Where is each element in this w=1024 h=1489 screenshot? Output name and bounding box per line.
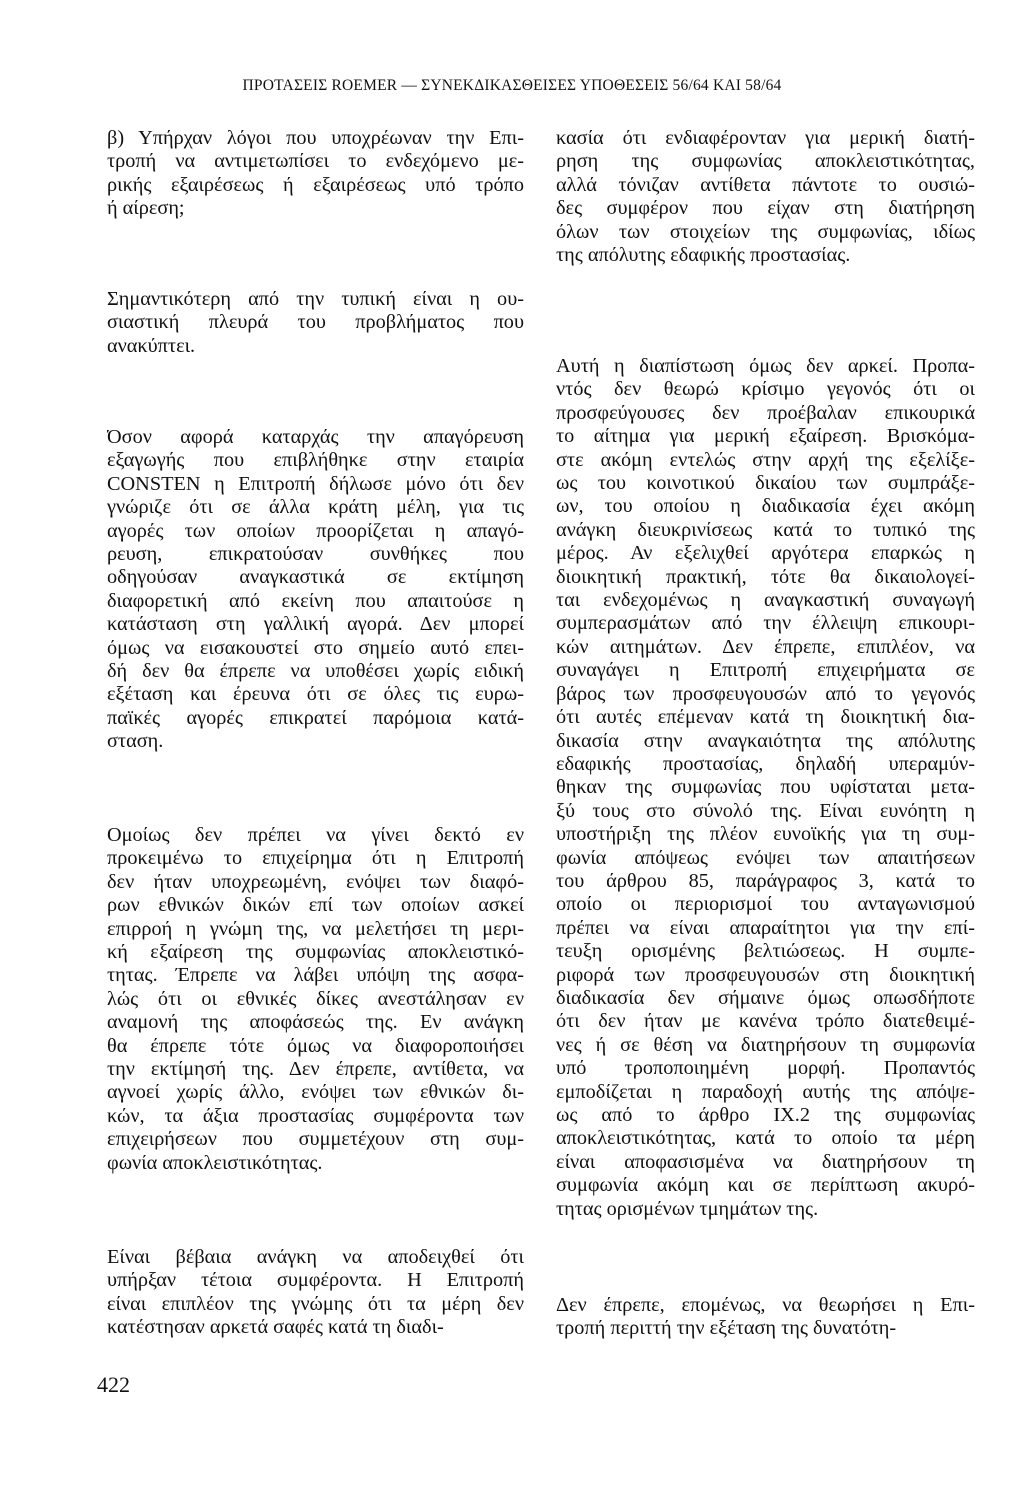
- text-line: στε ακόμη εντελώς στην αρχή της εξελίξε-: [556, 448, 975, 471]
- text-line: θηκαν της συμφωνίας που υφίσταται μετα-: [556, 776, 975, 799]
- left-paragraph-substantive-aspect: [107, 288, 524, 358]
- text-line: συμφωνία ακόμη και σε περίπτωση ακυρό-: [556, 1174, 975, 1197]
- text-line: επιχειρήσεων που συμμετέχουν στη συμ-: [107, 1128, 524, 1151]
- text-line: Όσον αφορά καταρχάς την απαγόρευση: [107, 426, 524, 448]
- text-line: ότι δεν ήταν με κανένα τρόπο διατεθειμέ-: [556, 1010, 975, 1033]
- left-paragraph-national-proceedings: [107, 824, 524, 1175]
- text-line: θα έπρεπε τότε όμως να διαφοροποιήσει: [107, 1034, 524, 1057]
- text-line: οδηγούσαν αναγκαστικά σε εκτίμηση: [107, 566, 524, 589]
- text-line: β) Υπήρχαν λόγοι που υποχρέωναν την Επι-: [107, 127, 524, 149]
- text-line: ως από το άρθρο IX.2 της συμφωνίας: [556, 1104, 975, 1126]
- text-line: αγορές των οποίων προορίζεται η απαγό-: [107, 519, 524, 542]
- right-paragraph-finding-insufficient: [556, 355, 975, 1221]
- text-line: διαφορετική από εκείνη που απαιτούσε η: [107, 589, 524, 612]
- text-line: διαδικασία δεν σήμαινε όμως οπωσδήποτε: [556, 986, 975, 1009]
- text-line: δή δεν θα έπρεπε να υποθέσει χωρίς ειδική: [107, 660, 524, 683]
- text-line: ντός δεν θεωρώ κρίσιμο γεγονός ότι οι: [556, 378, 975, 401]
- text-line: αγνοεί χωρίς άλλο, ενόψει των εθνικών δι-: [107, 1081, 524, 1104]
- left-paragraph-question-b: [107, 127, 524, 221]
- text-line: τητας. Έπρεπε να λάβει υπόψη της ασφα-: [107, 964, 524, 987]
- text-line: την εκτίμησή της. Δεν έπρεπε, αντίθετα, να: [107, 1058, 524, 1081]
- text-line: γνώριζε ότι σε άλλα κράτη μέλη, για τις: [107, 496, 524, 519]
- text-line: τευξη ορισμένης βελτιώσεως. Η συμπε-: [556, 940, 975, 963]
- text-line: ριφορά των προσφευγουσών στη διοικητική: [556, 963, 975, 986]
- text-line: τητας ορισμένων τμημάτων της.: [556, 1197, 819, 1220]
- text-line: είναι επιπλέον της γνώμης ότι τα μέρη δεν: [107, 1292, 524, 1315]
- text-line: συναγάγει η Επιτροπή επιχειρήματα σε: [556, 659, 975, 682]
- text-line: σιαστική πλευρά του προβλήματος που: [107, 311, 524, 334]
- page-number: 422: [97, 1372, 130, 1397]
- text-line: ρευση, επικρατούσαν συνθήκες που: [107, 543, 524, 566]
- text-line: προκειμένω το επιχείρημα ότι η Επιτροπή: [107, 847, 524, 870]
- left-paragraph-export-ban: [107, 426, 524, 754]
- text-line: διοικητική πρακτική, τότε θα δικαιολογεί-: [556, 565, 975, 588]
- text-line: οποίο οι περιορισμοί του ανταγωνισμού: [556, 893, 975, 916]
- text-line: ρων εθνικών δικών επί των οποίων ασκεί: [107, 894, 524, 917]
- text-line: μέρος. Αν εξελιχθεί αργότερα επαρκώς η: [556, 542, 975, 565]
- text-line: ται ενδεχομένως η αναγκαστική συναγωγή: [556, 589, 975, 612]
- text-line: ρικής εξαιρέσεως ή εξαιρέσεως υπό τρόπο: [107, 173, 524, 196]
- text-line: κών, τα άξια προστασίας συμφέροντα των: [107, 1104, 524, 1127]
- text-line: τροπή να αντιμετωπίσει το ενδεχόμενο με-: [107, 150, 524, 173]
- text-line: κή εξαίρεση της συμφωνίας αποκλειστικό-: [107, 941, 524, 964]
- text-line: αναμονή της αποφάσεώς της. Εν ανάγκη: [107, 1011, 524, 1034]
- text-line: τροπή περιττή την εξέταση της δυνατότη-: [556, 1317, 897, 1340]
- text-line: φωνία απόψεως ενόψει των απαιτήσεων: [556, 846, 975, 869]
- text-line: κασία ότι ενδιαφέρονταν για μερική διατή-: [556, 127, 975, 149]
- text-line: ων, του οποίου η διαδικασία έχει ακόμη: [556, 495, 975, 518]
- text-line: δεν ήταν υποχρεωμένη, ενόψει των διαφό-: [107, 870, 524, 893]
- text-line: δικασία στην αναγκαιότητα της απόλυτης: [556, 729, 975, 752]
- text-line: είναι αποφασισμένα να διατηρήσουν τη: [556, 1150, 975, 1173]
- text-line: ξύ τους στο σύνολό της. Είναι ευνόητη η: [556, 799, 975, 822]
- text-line: Σημαντικότερη από την τυπική είναι η ου-: [107, 288, 524, 310]
- text-line: λώς ότι οι εθνικές δίκες ανεστάλησαν εν: [107, 987, 524, 1010]
- text-line: κατέστησαν αρκετά σαφές κατά τη διαδι-: [107, 1316, 444, 1339]
- text-line: εμποδίζεται η παραδοχή αυτής της απόψε-: [556, 1080, 975, 1103]
- text-line: σταση.: [107, 730, 164, 753]
- text-line: ρηση της συμφωνίας αποκλειστικότητας,: [556, 150, 975, 173]
- text-line: βάρος των προσφευγουσών από το γεγονός: [556, 682, 975, 705]
- text-line: όμως να εισακουστεί στο σημείο αυτό επει-: [107, 636, 524, 659]
- text-line: εξέταση και έρευνα ότι σε όλες τις ευρω-: [107, 683, 524, 706]
- text-line: Δεν έπρεπε, επομένως, να θεωρήσει η Επι-: [556, 1294, 975, 1316]
- text-line: δες συμφέρον που είχαν στη διατήρηση: [556, 197, 975, 220]
- text-line: κατάσταση στη γαλλική αγορά. Δεν μπορεί: [107, 613, 524, 636]
- text-line: ανακύπτει.: [107, 334, 196, 357]
- text-line: πρέπει να είναι απαραίτητοι για την επί-: [556, 916, 975, 939]
- text-line: νες ή σε θέση να διατηρήσουν τη συμφωνία: [556, 1033, 975, 1056]
- text-line: ως του κοινοτικού δικαίου των συμπράξε-: [556, 472, 975, 495]
- text-line: εδαφικής προστασίας, δηλαδή υπεραμύν-: [556, 752, 975, 775]
- text-line: αποκλειστικότητας, κατά το οποίο τα μέρη: [556, 1127, 975, 1150]
- text-line: υπό τροποποιημένη μορφή. Προπαντός: [556, 1057, 975, 1080]
- text-line: επιρροή η γνώμη της, να μελετήσει τη μερι-: [107, 917, 524, 940]
- text-line: εξαγωγής που επιβλήθηκε στην εταιρία: [107, 449, 524, 472]
- text-line: κών αιτημάτων. Δεν έπρεπε, επιπλέον, να: [556, 635, 975, 658]
- right-paragraph-conclusion: [556, 1294, 975, 1341]
- text-line: CONSTEN η Επιτροπή δήλωσε μόνο ότι δεν: [107, 472, 524, 495]
- text-line: το αίτημα για μερική εξαίρεση. Βρισκόμα-: [556, 425, 975, 448]
- text-line: αλλά τόνιζαν αντίθετα πάντοτε το ουσιώ-: [556, 173, 975, 196]
- text-line: υποστήριξη της πλέον ευνοϊκής για τη συμ-: [556, 823, 975, 846]
- text-line: προσφεύγουσες δεν προέβαλαν επικουρικά: [556, 401, 975, 424]
- text-line: υπήρξαν τέτοια συμφέροντα. Η Επιτροπή: [107, 1269, 524, 1292]
- text-line: ανάγκη διευκρινίσεως κατά το τυπικό της: [556, 518, 975, 541]
- text-line: ή αίρεση;: [107, 197, 185, 220]
- right-paragraph-continuation: [556, 127, 975, 267]
- text-line: του άρθρου 85, παράγραφος 3, κατά το: [556, 869, 975, 892]
- text-line: Αυτή η διαπίστωση όμως δεν αρκεί. Προπα-: [556, 355, 975, 377]
- text-line: φωνία αποκλειστικότητας.: [107, 1151, 323, 1174]
- text-line: όλων των στοιχείων της συμφωνίας, ιδίως: [556, 220, 975, 243]
- text-line: Ομοίως δεν πρέπει να γίνει δεκτό εν: [107, 824, 524, 846]
- text-line: ότι αυτές επέμεναν κατά τη διοικητική δια-: [556, 706, 975, 729]
- text-line: παϊκές αγορές επικρατεί παρόμοια κατά-: [107, 706, 524, 729]
- text-line: Είναι βέβαια ανάγκη να αποδειχθεί ότι: [107, 1246, 524, 1268]
- running-header: ΠΡΟΤΑΣΕΙΣ ROEMER — ΣΥΝΕΚΔΙΚΑΣΘΕΙΣΕΣ ΥΠΟΘΕΣΕΙΣ 56/64 ΚΑΙ 58/64: [242, 77, 782, 94]
- left-paragraph-interests-proof: [107, 1246, 524, 1340]
- text-line: της απόλυτης εδαφικής προστασίας.: [556, 244, 851, 267]
- text-line: συμπερασμάτων από την έλλειψη επικουρι-: [556, 612, 975, 635]
